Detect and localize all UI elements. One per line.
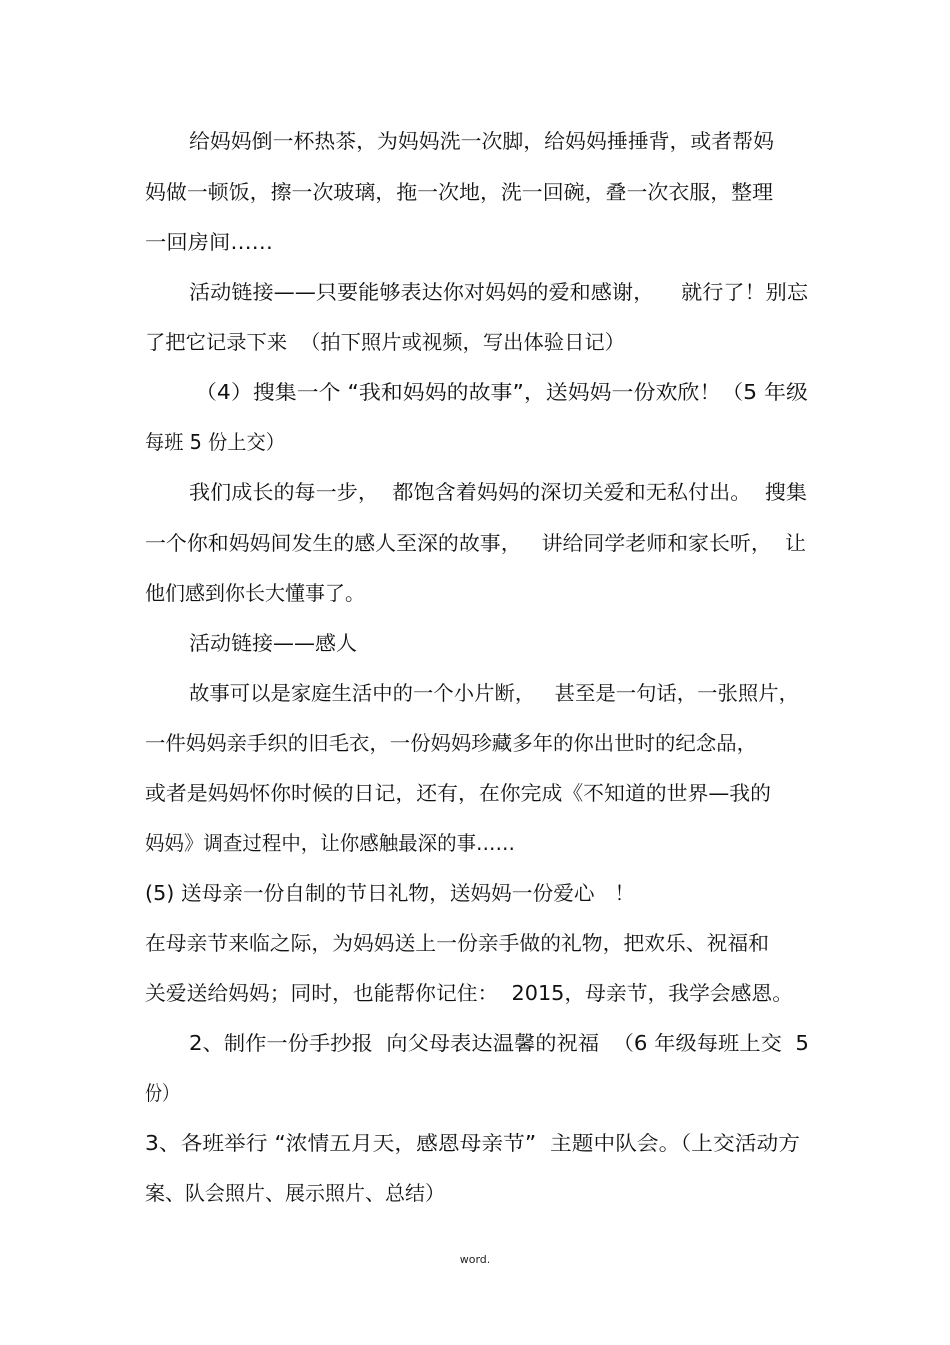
text-line: 一回房间……: [145, 230, 274, 254]
text-line: 妈妈》调查过程中，让你感触最深的事……: [145, 831, 516, 855]
text-line: (5) 送母亲一份自制的节日礼物，送妈妈一份爱心 ！: [145, 881, 636, 905]
text-line: 我们成长的每一步， 都饱含着妈妈的深切关爱和无私付出。 搜集: [189, 480, 807, 504]
text-line: 在母亲节来临之际，为妈妈送上一份亲手做的礼物，把欢乐、祝福和: [145, 931, 769, 955]
text-line: 3、各班举行 “浓情五月天，感恩母亲节” 主题中队会。（上交活动方: [145, 1131, 801, 1155]
text-line: 案、队会照片、展示照片、总结）: [145, 1181, 445, 1205]
text-line: 或者是妈妈怀你时候的日记，还有，在你完成《不知道的世界—我的: [145, 781, 771, 805]
text-line: 故事可以是家庭生活中的一个小片断， 甚至是一句话，一张照片，: [189, 681, 799, 705]
text-line: 关爱送给妈妈；同时，也能帮你记住： 2015，母亲节，我学会感恩。: [145, 981, 794, 1005]
text-line: 一个你和妈妈间发生的感人至深的故事， 讲给同学老师和家长听， 让: [145, 531, 806, 555]
text-line: 份）: [145, 1081, 179, 1105]
text-line: 活动链接——只要能够表达你对妈妈的爱和感谢， 就行了！别忘: [189, 280, 808, 304]
text-line: 他们感到你长大懂事了。: [145, 581, 365, 605]
text-line: 每班 5 份上交）: [145, 430, 285, 454]
text-line: 妈做一顿饭，擦一次玻璃，拖一次地，洗一回碗，叠一次衣服，整理: [145, 180, 774, 204]
text-line: 2、制作一份手抄报 向父母表达温馨的祝福 （6 年级每班上交 5: [189, 1031, 809, 1055]
text-line: 给妈妈倒一杯热茶，为妈妈洗一次脚，给妈妈捶捶背，或者帮妈: [189, 129, 774, 153]
text-line: 了把它记录下来 （拍下照片或视频，写出体验日记）: [145, 330, 625, 354]
text-line: 活动链接——感人: [189, 631, 357, 655]
text-line: （4）搜集一个 “我和妈妈的故事”，送妈妈一份欢欣！（5 年级: [195, 380, 808, 404]
text-line: 一件妈妈亲手织的旧毛衣，一份妈妈珍藏多年的你出世时的纪念品，: [145, 731, 757, 755]
page-footer: word.: [459, 1253, 491, 1266]
